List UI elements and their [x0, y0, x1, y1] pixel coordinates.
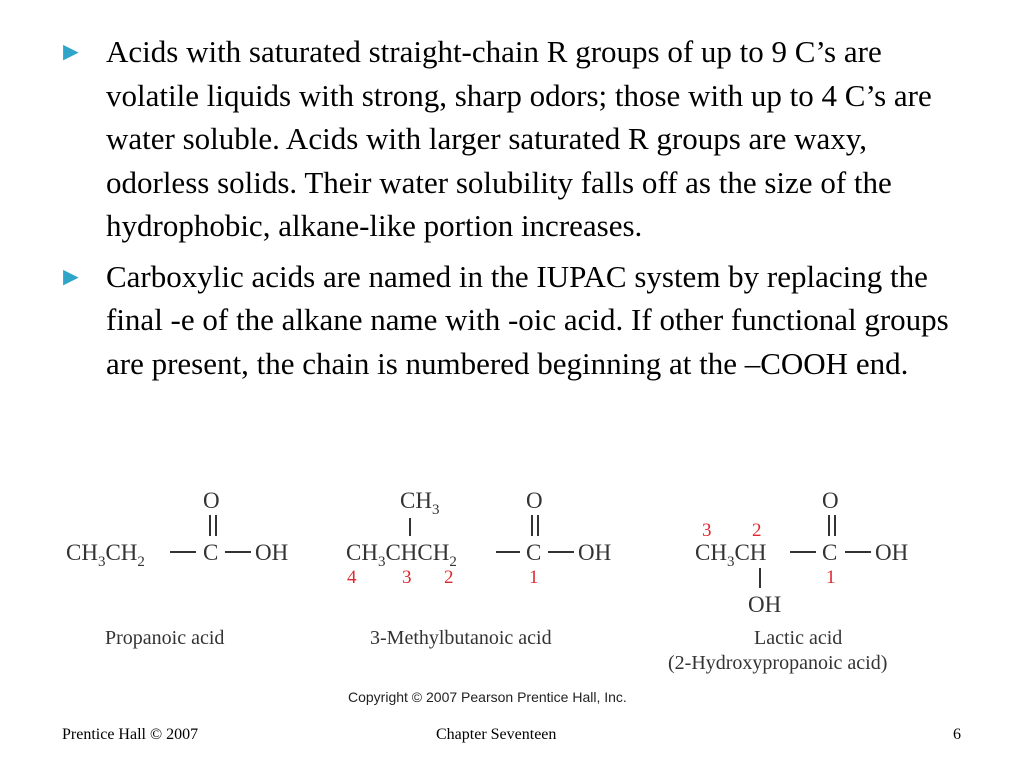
- propanoic-oxygen: O: [203, 488, 220, 513]
- lactic-oxygen: O: [822, 488, 839, 513]
- bullet-text: Acids with saturated straight-chain R groups of up to 9 C’s are volatile liquids with strong, sharp odors; those with up to 4 C’s are water soluble. Acids with larger saturated R groups are waxy, odorless solids. Their water solubility falls off as the size of the hydrophobic, alkane-like portion increases.: [106, 34, 932, 243]
- methylbutanoic-oxygen: O: [526, 488, 543, 513]
- propanoic-chain: $CH_3CH_2$: [66, 540, 145, 570]
- bullet-arrow-icon: ►: [58, 261, 84, 291]
- methylbutanoic-oh: OH: [578, 540, 612, 565]
- copyright-text: Copyright © 2007 Pearson Prentice Hall, Inc.: [348, 689, 627, 705]
- carbon-number: 4: [347, 567, 357, 588]
- lactic-hydroxyl: OH: [748, 592, 782, 617]
- methylbutanoic-acid-structure: [346, 488, 611, 649]
- propanoic-oh: OH: [255, 540, 289, 565]
- carbon-number: 3: [702, 520, 712, 541]
- carbon-number: 3: [402, 567, 412, 588]
- carbon-number: 2: [752, 520, 762, 541]
- bullet-text: Carboxylic acids are named in the IUPAC system by replacing the final -e of the alkane name with -oic acid. If other functional groups are present, the chain is numbered beginning at the –COOH end.: [106, 258, 949, 381]
- bullet-item: [58, 30, 958, 248]
- bullet-item: [58, 255, 958, 386]
- lactic-carbon: C: [822, 540, 838, 565]
- propanoic-acid-structure: [66, 488, 288, 649]
- lactic-oh: OH: [875, 540, 909, 565]
- methylbutanoic-chain: $CH_3CHCH_2$: [346, 540, 457, 570]
- carbon-number: 1: [529, 567, 539, 588]
- methylbutanoic-name: 3-Methylbutanoic acid: [370, 627, 552, 649]
- carbon-number: 2: [444, 567, 454, 588]
- chain-text: CH: [66, 540, 98, 565]
- structures-figure: [0, 478, 1024, 718]
- lactic-name: Lactic acid: [754, 627, 843, 649]
- footer-page-number: 6: [953, 726, 961, 743]
- methylbutanoic-carbon: C: [526, 540, 542, 565]
- footer-publisher: Prentice Hall © 2007: [62, 726, 199, 743]
- propanoic-carbon: C: [203, 540, 219, 565]
- methyl-group: $CH_3$: [400, 488, 440, 518]
- lactic-chain: $CH_3CH$: [695, 540, 767, 570]
- carbon-number: 1: [826, 567, 836, 588]
- bullet-list: [58, 30, 958, 392]
- propanoic-name: Propanoic acid: [105, 627, 225, 649]
- bullet-arrow-icon: ►: [58, 37, 84, 66]
- lactic-acid-structure: [668, 488, 908, 674]
- footer-chapter: Chapter Seventeen: [436, 726, 557, 743]
- lactic-alt-name: (2-Hydroxypropanoic acid): [668, 652, 888, 674]
